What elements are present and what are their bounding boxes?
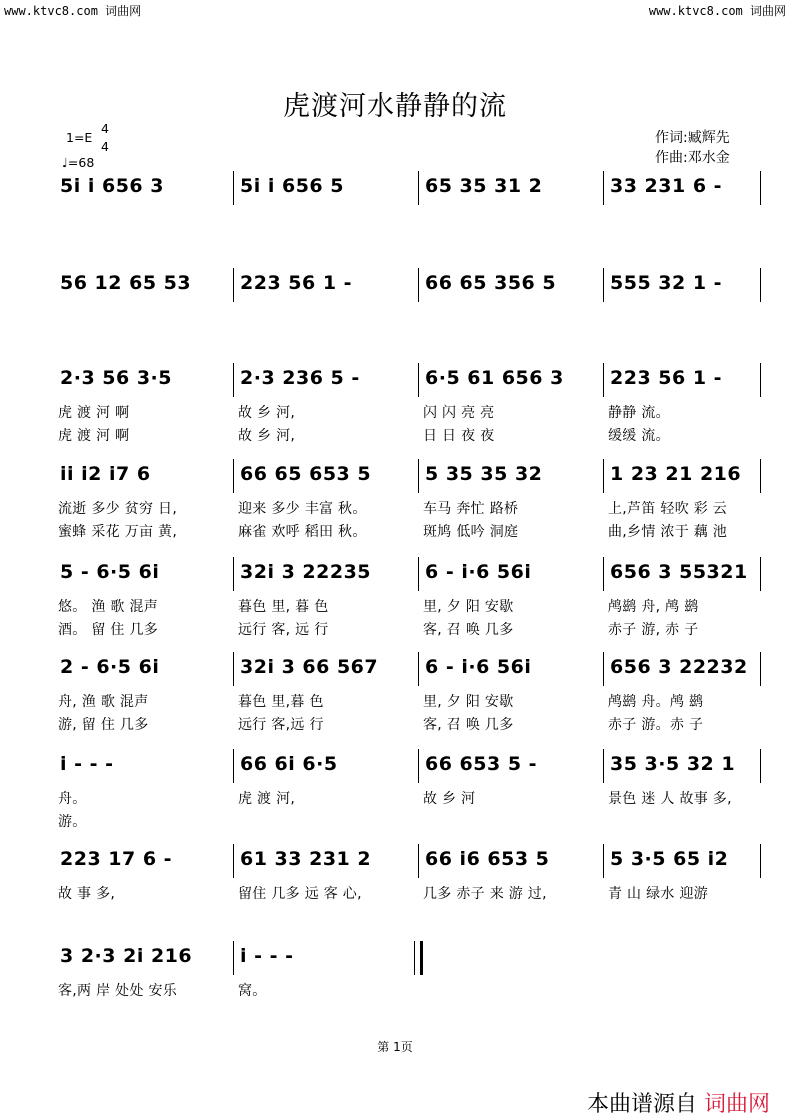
tempo-marking: [62, 155, 94, 170]
composer-credit: 作曲:邓水金: [655, 150, 730, 166]
measure-notes: 35 3·5 32 1: [610, 753, 736, 775]
measure-notes: 6·5 61 656 3: [425, 367, 564, 389]
barline: [603, 844, 604, 878]
barline: [603, 268, 604, 302]
measure-notes: 223 56 1 -: [610, 367, 723, 389]
lyric-line: 里, 夕 阳 安歇: [423, 599, 514, 615]
measure-notes: 223 56 1 -: [240, 272, 353, 294]
barline: [233, 459, 234, 493]
lyric-line: 暮色 里,暮 色: [238, 694, 324, 710]
final-barline: [414, 941, 423, 975]
measure-notes: 6 - i·6 56i: [425, 656, 532, 678]
measure-notes: 32i 3 22235: [240, 561, 372, 583]
barline: [603, 171, 604, 205]
barline: [603, 459, 604, 493]
lyric-line: 远行 客,远 行: [238, 717, 324, 733]
time-sig-top: 4: [101, 121, 109, 136]
measure-notes: 65 35 31 2: [425, 175, 543, 197]
lyric-line: 鸬鹚 舟。鸬 鹚: [608, 694, 704, 710]
barline: [233, 749, 234, 783]
measure-notes: i - - -: [60, 753, 114, 775]
measure-notes: 66 653 5 -: [425, 753, 538, 775]
page-number: 第 1页: [377, 1040, 413, 1054]
barline: [760, 171, 761, 205]
measure-notes: i - - -: [240, 945, 294, 967]
barline: [760, 652, 761, 686]
measure-notes: 5i i 656 3: [60, 175, 164, 197]
measure-notes: 61 33 231 2: [240, 848, 372, 870]
key-signature: 1=E: [66, 130, 93, 145]
lyric-line: 缓缓 流。: [608, 428, 670, 444]
measure-notes: 66 i6 653 5: [425, 848, 550, 870]
lyric-line: 流逝 多少 贫穷 日,: [58, 501, 178, 517]
lyric-line: 斑鸠 低吟 洞庭: [423, 524, 519, 540]
lyricist-credit: 作词:臧辉先: [655, 130, 730, 146]
measure-notes: 656 3 55321: [610, 561, 748, 583]
lyric-line: 虎 渡 河 啊: [58, 405, 130, 421]
lyric-line: 游。: [58, 814, 87, 830]
barline: [233, 652, 234, 686]
barline: [603, 749, 604, 783]
lyric-line: 故 乡 河,: [238, 428, 296, 444]
barline: [418, 844, 419, 878]
measure-notes: 66 65 356 5: [425, 272, 557, 294]
lyric-line: 麻雀 欢呼 稻田 秋。: [238, 524, 367, 540]
song-title: 虎渡河水静静的流: [283, 91, 507, 122]
barline: [603, 652, 604, 686]
lyric-line: 鸬鹚 舟, 鸬 鹚: [608, 599, 699, 615]
barline: [760, 557, 761, 591]
barline: [760, 363, 761, 397]
lyric-line: 日 日 夜 夜: [423, 428, 495, 444]
measure-notes: 1 23 21 216: [610, 463, 742, 485]
lyric-line: 远行 客, 远 行: [238, 622, 329, 638]
time-sig-bottom: 4: [101, 139, 109, 154]
lyric-line: 故 事 多,: [58, 886, 116, 902]
measure-notes: 2·3 56 3·5: [60, 367, 172, 389]
lyric-line: 舟, 渔 歌 混声: [58, 694, 149, 710]
watermark-left: www.ktvc8.com 词曲网: [4, 4, 142, 18]
measure-notes: ii i2 i7 6: [60, 463, 151, 485]
lyric-line: 客, 召 唤 几多: [423, 622, 514, 638]
lyric-line: 悠。 渔 歌 混声: [58, 599, 159, 615]
lyric-line: 虎 渡 河 啊: [58, 428, 130, 444]
measure-notes: 3 2·3 2i 216: [60, 945, 193, 967]
barline: [760, 844, 761, 878]
barline: [233, 268, 234, 302]
lyric-line: 酒。 留 住 几多: [58, 622, 159, 638]
barline: [233, 363, 234, 397]
barline: [760, 268, 761, 302]
measure-notes: 33 231 6 -: [610, 175, 723, 197]
barline: [418, 557, 419, 591]
watermark-right: www.ktvc8.com 词曲网: [648, 4, 786, 18]
measure-notes: 5 35 35 32: [425, 463, 543, 485]
barline: [418, 652, 419, 686]
barline: [760, 749, 761, 783]
lyric-line: 虎 渡 河,: [238, 791, 296, 807]
measure-notes: 2·3 236 5 -: [240, 367, 360, 389]
lyric-line: 客, 召 唤 几多: [423, 717, 514, 733]
source-brand: 词曲网: [703, 1092, 770, 1117]
measure-notes: 6 - i·6 56i: [425, 561, 532, 583]
lyric-line: 车马 奔忙 路桥: [423, 501, 519, 517]
lyric-line: 舟。: [58, 791, 87, 807]
measure-notes: 223 17 6 -: [60, 848, 173, 870]
lyric-line: 故 乡 河,: [238, 405, 296, 421]
barline: [418, 749, 419, 783]
lyric-line: 曲,乡情 浓于 藕 池: [608, 524, 728, 540]
source-footer: [587, 1087, 770, 1118]
barline: [418, 363, 419, 397]
lyric-line: 里, 夕 阳 安歇: [423, 694, 514, 710]
lyric-line: 闪 闪 亮 亮: [423, 405, 495, 421]
barline: [233, 557, 234, 591]
lyric-line: 青 山 绿水 迎游: [608, 886, 709, 902]
measure-notes: 2 - 6·5 6i: [60, 656, 160, 678]
lyric-line: 赤子 游。赤 子: [608, 717, 704, 733]
tempo-value: =68: [67, 155, 95, 170]
source-prefix: 本曲谱源自: [586, 1092, 697, 1117]
measure-notes: 66 65 653 5: [240, 463, 372, 485]
lyric-line: 迎来 多少 丰富 秋。: [238, 501, 367, 517]
barline: [603, 557, 604, 591]
barline: [233, 941, 234, 975]
barline: [233, 844, 234, 878]
measure-notes: 656 3 22232: [610, 656, 748, 678]
measure-notes: 66 6i 6·5: [240, 753, 338, 775]
quarter-note-icon: ♩: [62, 155, 68, 170]
lyric-line: 客,两 岸 处处 安乐: [58, 983, 178, 999]
lyric-line: 静静 流。: [608, 405, 670, 421]
lyric-line: 景色 迷 人 故事 多,: [608, 791, 732, 807]
lyric-line: 蜜蜂 采花 万亩 黄,: [58, 524, 178, 540]
barline: [233, 171, 234, 205]
barline: [418, 459, 419, 493]
lyric-line: 窝。: [238, 983, 267, 999]
measure-notes: 5 3·5 65 i2: [610, 848, 729, 870]
measure-notes: 5i i 656 5: [240, 175, 344, 197]
barline: [418, 171, 419, 205]
barline: [760, 459, 761, 493]
lyric-line: 赤子 游, 赤 子: [608, 622, 699, 638]
measure-notes: 56 12 65 53: [60, 272, 192, 294]
lyric-line: 游, 留 住 几多: [58, 717, 149, 733]
lyric-line: 故 乡 河: [423, 791, 476, 807]
measure-notes: 32i 3 66 567: [240, 656, 379, 678]
barline: [418, 268, 419, 302]
barline: [603, 363, 604, 397]
lyric-line: 上,芦笛 轻吹 彩 云: [608, 501, 728, 517]
measure-notes: 555 32 1 -: [610, 272, 723, 294]
lyric-line: 留住 几多 远 客 心,: [238, 886, 362, 902]
measure-notes: 5 - 6·5 6i: [60, 561, 160, 583]
lyric-line: 暮色 里, 暮 色: [238, 599, 329, 615]
lyric-line: 几多 赤子 来 游 过,: [423, 886, 547, 902]
